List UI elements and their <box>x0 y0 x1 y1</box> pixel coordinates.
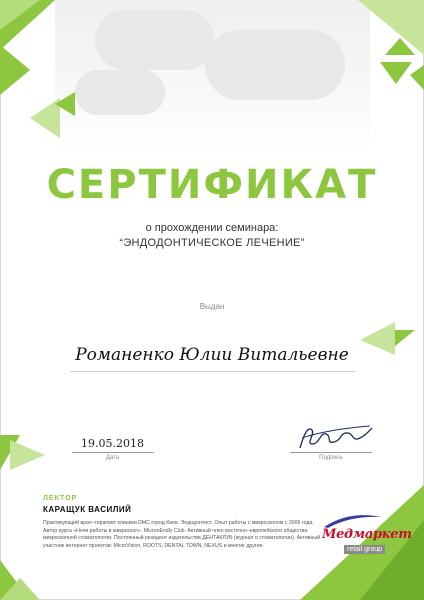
signature-underline <box>290 452 372 453</box>
medmarket-logo-wordmark: Медмаркет <box>322 527 412 542</box>
issued-label: Выдан <box>199 302 225 311</box>
seminar-intro: о прохождении семинара: <box>145 222 279 234</box>
seminar-name: “ЭНДОДОНТИЧЕСКОЕ ЛЕЧЕНИЕ” <box>119 237 305 249</box>
triangle-top-left <box>0 45 30 95</box>
triangle-right-down <box>380 62 412 84</box>
handwritten-signature <box>290 420 375 454</box>
recipient-underline <box>70 371 355 372</box>
triangle-top-right-light <box>358 0 424 55</box>
lector-bio: Практикующий врач–терапевт клиники DMC город Киев. Эндодонтист. Опыт работы с микроскопом с 2006 года. Автор курса «Ночи работы в микроскоп». MicronEndly Club. Активный член восточно–европейского общества микроскопной стоматологии. Постоянный резидент издательства ДЕНТАКЛУБ (журнал о стоматологии). Активный участник интернет проектов: MicroVision, ROOTS, DENTAL TOWN, NEXUS и многие другие. <box>43 520 320 549</box>
signature-stroke <box>300 428 372 448</box>
triangle-right-edge <box>410 65 424 90</box>
certificate-title: СЕРТИФИКАТ <box>46 162 378 208</box>
medmarket-logo-tagline: retail group <box>344 545 385 554</box>
date-caption: Дата <box>105 455 120 461</box>
date-underline <box>72 452 154 453</box>
lector-name: КАРАЩУК ВАСИЛИЙ <box>43 505 132 514</box>
date-value: 19.05.2018 <box>81 437 144 450</box>
triangle-bottom-left-light <box>10 440 45 470</box>
triangle-mid-right <box>395 330 415 346</box>
signature-caption: Подпись <box>319 455 343 461</box>
lector-heading: ЛЕКТОР <box>43 495 78 502</box>
recipient-name: Романенко Юлии Витальевне <box>75 345 349 365</box>
